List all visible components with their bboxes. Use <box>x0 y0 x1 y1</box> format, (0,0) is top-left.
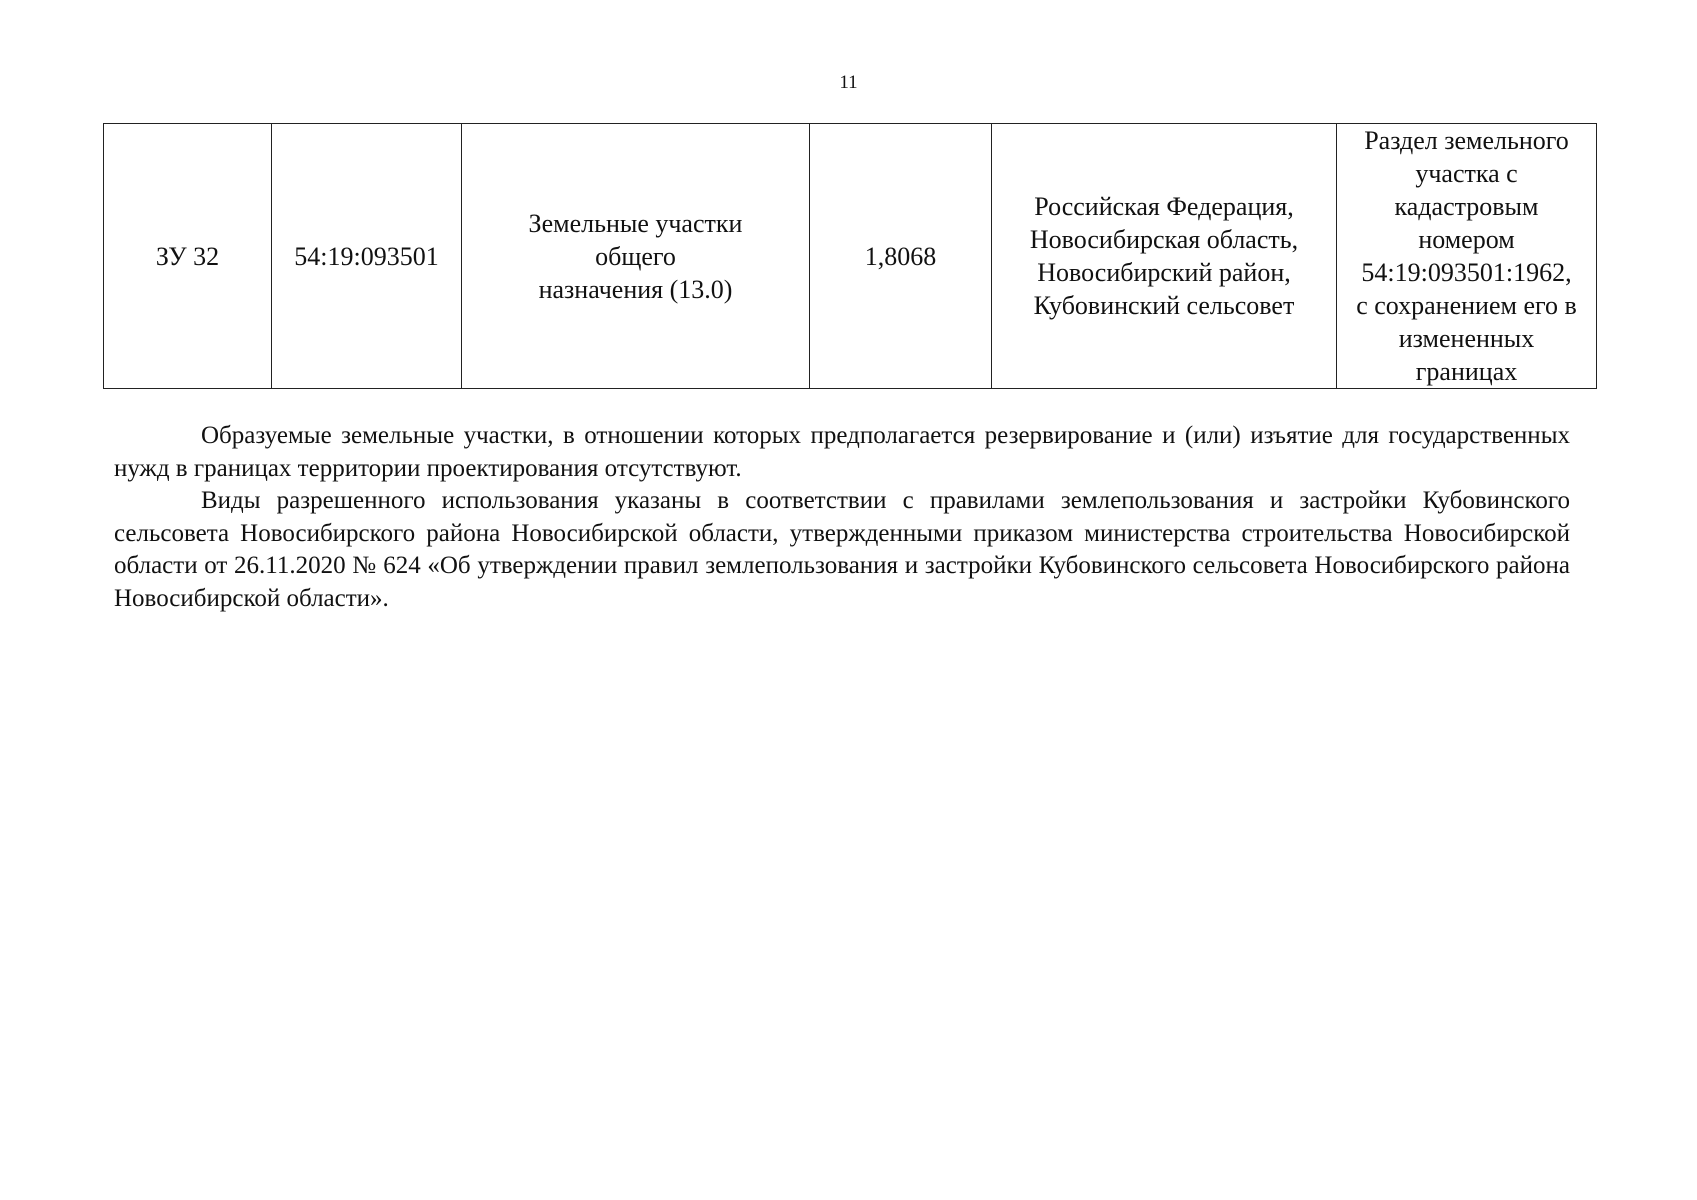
table-row <box>104 124 1597 389</box>
permitted-use-cell <box>462 124 810 389</box>
address-line: Российская Федерация, <box>1034 192 1294 221</box>
formation-method-cell <box>1337 124 1597 389</box>
page-number: 11 <box>839 72 858 93</box>
paragraph-reservation: Образуемые земельные участки, в отношении которых предполагается резервирование и (или) изъятие для государственных нужд в границах территории проектирования отсутствуют. <box>114 422 1570 482</box>
address-line: Новосибирская область, <box>1029 225 1299 254</box>
formation-method-line: границах <box>1415 357 1518 386</box>
formation-method-line: с сохранением его в <box>1356 291 1577 320</box>
address-line: Новосибирский район, <box>1037 258 1291 287</box>
area-cell <box>810 124 992 389</box>
permitted-use-line: общего <box>595 241 676 271</box>
permitted-use-line: назначения (13.0) <box>538 274 733 304</box>
formation-method-line: номером <box>1418 225 1515 254</box>
land-plots-table <box>103 123 1597 389</box>
formation-method-line: кадастровым <box>1394 192 1539 221</box>
formation-method-line: участка с <box>1415 159 1518 188</box>
permitted-use-line: Земельные участки <box>528 208 743 238</box>
paragraph-permitted-use: Виды разрешенного использования указаны в соответствии с правилами землепользования и застройки Кубовинского сельсовета Новосибирского района Новосибирской области, утвержденными приказом министерства строительства Новосибирской области от 26.11.2020 № 624 «Об утверждении правил землепользования и застройки Кубовинского сельсовета Новосибирского района Новосибирской области». <box>114 487 1570 612</box>
body-text <box>114 420 1570 615</box>
plot-id-cell <box>104 124 272 389</box>
address-cell <box>992 124 1337 389</box>
plot-area: 1,8068 <box>864 241 937 271</box>
plot-id: ЗУ 32 <box>155 241 220 271</box>
formation-method-line: измененных <box>1398 324 1535 353</box>
cadastral-quarter: 54:19:093501 <box>294 241 439 271</box>
formation-method-line: Раздел земельного <box>1364 126 1569 155</box>
address-line: Кубовинский сельсовет <box>1033 291 1295 320</box>
formation-method-line: 54:19:093501:1962, <box>1361 258 1572 287</box>
cadastral-quarter-cell <box>272 124 462 389</box>
